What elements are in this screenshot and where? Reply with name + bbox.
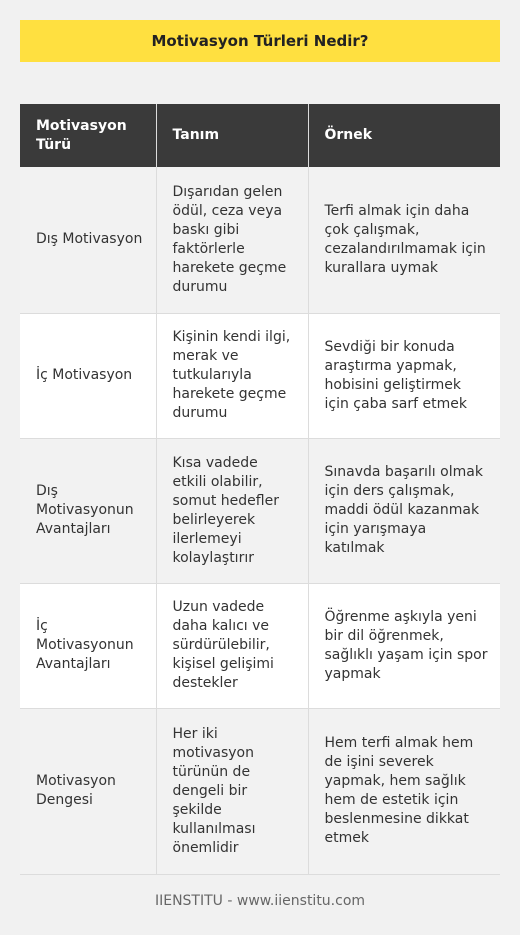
header-type: Motivasyon Türü <box>20 104 156 167</box>
cell-definition: Kişinin kendi ilgi, merak ve tutkularıyla harekete geçme durumu <box>156 313 308 438</box>
cell-example: Öğrenme aşkıyla yeni bir dil öğrenmek, sağlıklı yaşam için spor yapmak <box>308 583 500 708</box>
page-title: Motivasyon Türleri Nedir? <box>20 20 500 62</box>
cell-type: Dış Motivasyon <box>20 167 156 313</box>
cell-type: İç Motivasyonun Avantajları <box>20 583 156 708</box>
cell-type: Dış Motivasyonun Avantajları <box>20 438 156 583</box>
footer-credit: IIENSTITU - www.iienstitu.com <box>154 893 366 909</box>
cell-definition: Uzun vadede daha kalıcı ve sürdürülebilir, kişisel gelişimi destekler <box>156 583 308 708</box>
cell-type: Motivasyon Dengesi <box>20 708 156 874</box>
cell-example: Sınavda başarılı olmak için ders çalışmak, maddi ödül kazanmak için yarışmaya katılmak <box>308 438 500 583</box>
table-row <box>20 313 500 438</box>
table-row <box>20 708 500 874</box>
cell-definition: Her iki motivasyon türünün de dengeli bir şekilde kullanılması önemlidir <box>156 708 308 874</box>
cell-example: Sevdiği bir konuda araştırma yapmak, hobisini geliştirmek için çaba sarf etmek <box>308 313 500 438</box>
table-header-row <box>20 104 500 167</box>
table-row <box>20 438 500 583</box>
header-example: Örnek <box>308 104 500 167</box>
cell-example: Hem terfi almak hem de işini severek yapmak, hem sağlık hem de estetik için beslenmesine dikkat etmek <box>308 708 500 874</box>
table-row <box>20 167 500 313</box>
cell-definition: Kısa vadede etkili olabilir, somut hedefler belirleyerek ilerlemeyi kolaylaştırır <box>156 438 308 583</box>
cell-definition: Dışarıdan gelen ödül, ceza veya baskı gibi faktörlerle harekete geçme durumu <box>156 167 308 313</box>
header-definition: Tanım <box>156 104 308 167</box>
cell-example: Terfi almak için daha çok çalışmak, cezalandırılmamak için kurallara uymak <box>308 167 500 313</box>
cell-type: İç Motivasyon <box>20 313 156 438</box>
table-row <box>20 583 500 708</box>
motivation-table <box>20 104 500 875</box>
